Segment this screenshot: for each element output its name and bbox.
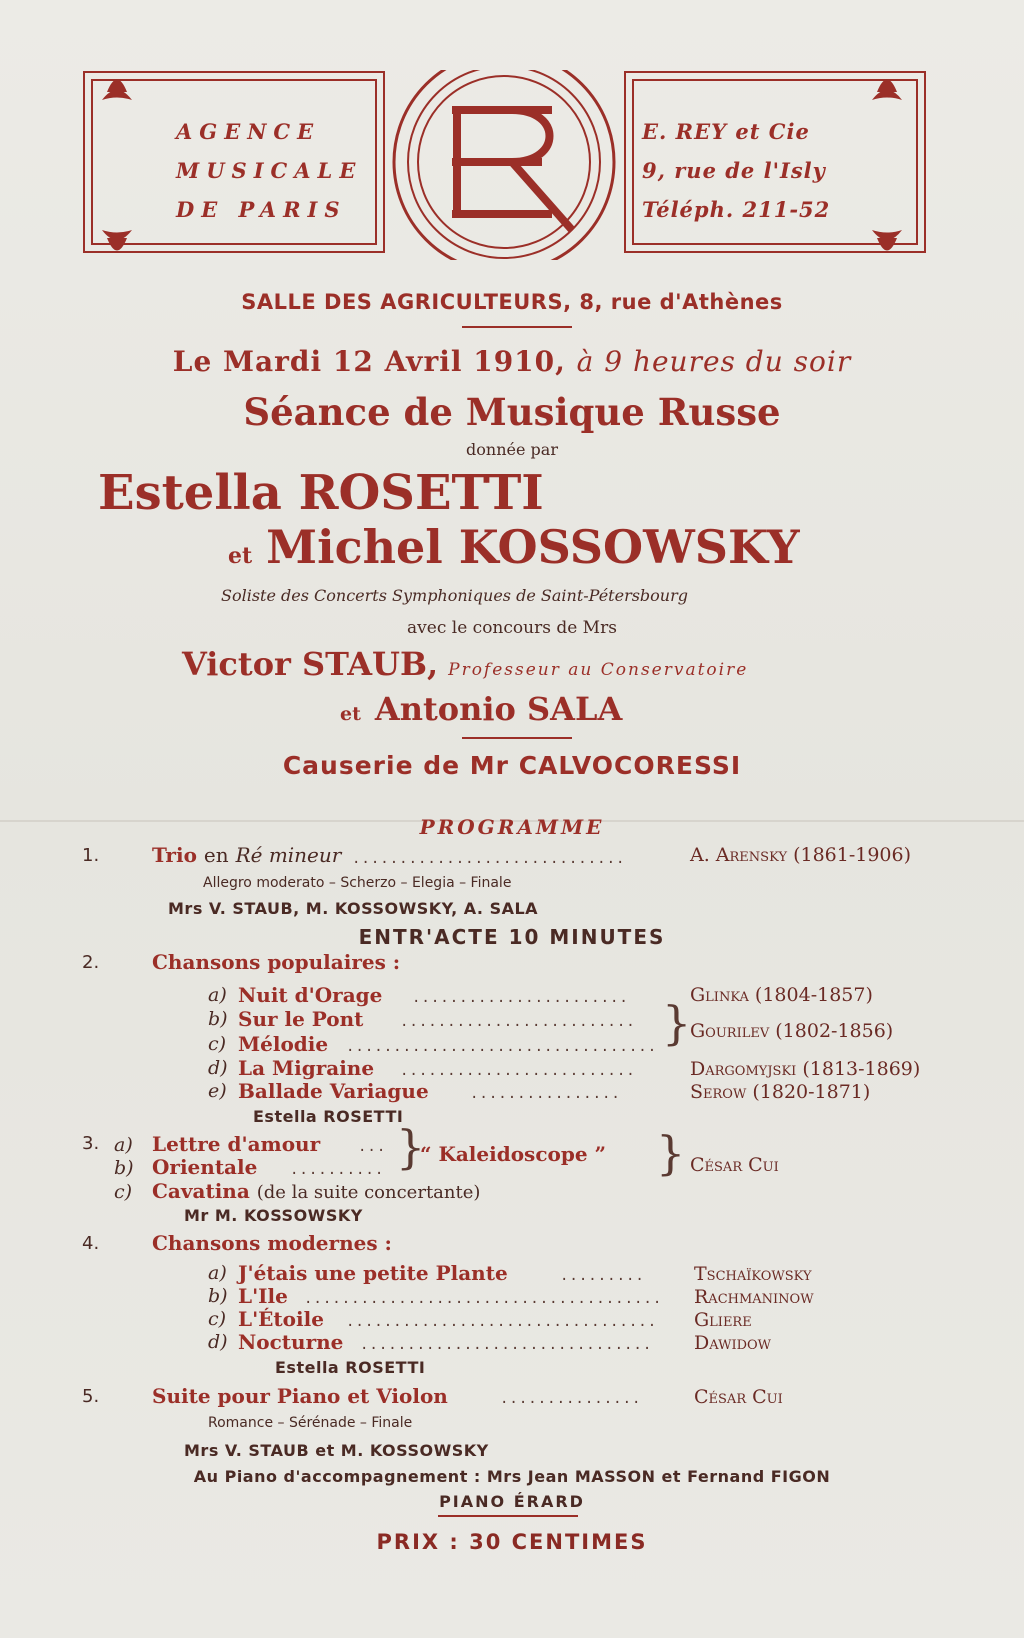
performer-sala <box>340 690 622 728</box>
composer: Serow (1820-1871) <box>690 1081 871 1103</box>
song-letter: a) <box>114 1134 133 1156</box>
intermission: ENTR'ACTE 10 MINUTES <box>358 925 666 949</box>
performer-rosetti: Estella ROSETTI <box>98 465 544 521</box>
work-title: Suite pour Piano et Violon <box>152 1384 448 1408</box>
song-letter: a) <box>208 1262 227 1284</box>
brace: } <box>662 996 692 1050</box>
movements: Allegro moderato – Scherzo – Elegia – Finale <box>203 875 512 891</box>
leader-dots: ... <box>358 1139 387 1155</box>
performers: Mr M. KOSSOWSKY <box>184 1206 363 1225</box>
song-title: Ballade Variague <box>238 1079 429 1103</box>
song-letter: c) <box>208 1033 227 1055</box>
work-title-key: Ré mineur <box>235 843 342 867</box>
composer: Gliere <box>694 1309 752 1331</box>
divider <box>438 1515 578 1517</box>
song-note: (de la suite concertante) <box>256 1182 481 1203</box>
song-title: Mélodie <box>238 1032 329 1056</box>
event-date <box>0 345 1024 378</box>
work-title-bold: Trio <box>152 843 197 867</box>
date-main: Le Mardi 12 Avril 1910, <box>172 345 566 378</box>
talk: Causerie de Mr CALVOCORESSI <box>282 751 742 780</box>
movements: Romance – Sérénade – Finale <box>208 1415 413 1431</box>
composer: Dargomyjski (1813-1869) <box>690 1058 921 1080</box>
item-number: 5. <box>82 1386 100 1407</box>
composer: Tschaïkowsky <box>694 1263 812 1285</box>
work-title: Chansons populaires : <box>152 950 401 974</box>
divider <box>462 737 572 739</box>
performers: Mrs V. STAUB et M. KOSSOWSKY <box>184 1441 489 1460</box>
leader-dots: ............................... <box>360 1337 653 1353</box>
agency-name <box>176 112 362 229</box>
song-title: Orientale <box>152 1155 258 1179</box>
song-title: Sur le Pont <box>238 1007 364 1031</box>
leader-dots: ......................... <box>400 1014 636 1030</box>
song-title: Lettre d'amour <box>152 1132 321 1156</box>
venue: SALLE DES AGRICULTEURS, 8, rue d'Athènes <box>241 290 783 314</box>
event-title: Séance de Musique Russe <box>243 390 781 434</box>
performers: Mrs V. STAUB, M. KOSSOWSKY, A. SALA <box>168 899 539 918</box>
brace: } <box>396 1120 426 1174</box>
leader-dots: ................................. <box>346 1314 658 1330</box>
composer: Gourilev (1802-1856) <box>690 1020 894 1042</box>
performer-subtitle: Soliste des Concerts Symphoniques de Saint-Pétersbourg <box>221 586 688 605</box>
et-label: et <box>340 703 361 725</box>
group-title: “ Kaleidoscope ” <box>420 1142 607 1166</box>
song-letter: c) <box>114 1181 133 1203</box>
work-title-plain: en <box>203 843 229 867</box>
song-title: Nuit d'Orage <box>238 983 383 1007</box>
song-letter: c) <box>208 1308 227 1330</box>
et-label: et <box>228 543 253 569</box>
song-title <box>152 1179 480 1203</box>
agency-line: DE PARIS <box>176 197 347 222</box>
leader-dots: ............................. <box>352 851 626 867</box>
leader-dots: ................................. <box>346 1039 658 1055</box>
leader-dots: ................ <box>470 1086 621 1102</box>
divider <box>462 326 572 328</box>
performer-staub <box>182 645 748 683</box>
song-letter: a) <box>208 984 227 1006</box>
performer-name: Victor STAUB, <box>182 645 439 683</box>
agency-line: MUSICALE <box>176 158 363 183</box>
composer: César Cui <box>690 1154 779 1176</box>
agency-address <box>642 112 830 229</box>
song-title: La Migraine <box>238 1056 375 1080</box>
given-by: donnée par <box>466 440 558 459</box>
composer: César Cui <box>694 1386 783 1408</box>
performer-name: Michel KOSSOWSKY <box>266 520 800 574</box>
performer-name: Antonio SALA <box>374 690 623 728</box>
leader-dots: ...................................... <box>304 1291 663 1307</box>
song-title: Nocturne <box>238 1330 344 1354</box>
song-letter: b) <box>114 1157 134 1179</box>
agency-line: AGENCE <box>176 119 321 144</box>
song-title: J'étais une petite Plante <box>238 1261 508 1285</box>
item-number: 1. <box>82 845 100 866</box>
performer-title: Professeur au Conservatoire <box>448 660 749 680</box>
performer-kossowsky <box>228 520 800 574</box>
performers: Estella ROSETTI <box>275 1358 426 1377</box>
song-letter: d) <box>208 1331 228 1353</box>
price: PRIX : 30 CENTIMES <box>376 1530 648 1554</box>
item-number: 3. <box>82 1133 100 1154</box>
song-letter: b) <box>208 1285 228 1307</box>
composer: A. Arensky (1861-1906) <box>690 844 912 866</box>
song-title: L'Ile <box>238 1284 288 1308</box>
work-title: Chansons modernes : <box>152 1231 392 1255</box>
song-letter: d) <box>208 1057 228 1079</box>
with-assistance: avec le concours de Mrs <box>407 618 617 638</box>
song-letter: e) <box>208 1080 227 1102</box>
composer: Dawidow <box>694 1332 772 1354</box>
leader-dots: ............... <box>500 1391 642 1407</box>
leader-dots: .......... <box>290 1162 385 1178</box>
composer: Rachmaninow <box>694 1286 814 1308</box>
address-line: E. REY et Cie <box>642 119 810 144</box>
item-number: 2. <box>82 952 100 973</box>
work-title <box>152 843 341 867</box>
brace: } <box>656 1126 686 1180</box>
leader-dots: ......................... <box>400 1063 636 1079</box>
date-time: à 9 heures du soir <box>576 345 852 378</box>
agency-header <box>82 70 927 260</box>
address-line: 9, rue de l'Isly <box>642 158 826 183</box>
piano-maker: PIANO ÉRARD <box>439 1492 585 1511</box>
accompaniment: Au Piano d'accompagnement : Mrs Jean MASSON et Fernand FIGON <box>193 1467 831 1486</box>
song-title-text: Cavatina <box>152 1179 250 1203</box>
address-line: Téléph. 211-52 <box>642 197 831 222</box>
performers: Estella ROSETTI <box>253 1107 404 1126</box>
composer: Glinka (1804-1857) <box>690 984 873 1006</box>
item-number: 4. <box>82 1233 100 1254</box>
song-title: L'Étoile <box>238 1307 324 1331</box>
leader-dots: ....................... <box>412 990 629 1006</box>
programme-heading: PROGRAMME <box>419 815 605 839</box>
leader-dots: ......... <box>560 1268 645 1284</box>
song-letter: b) <box>208 1008 228 1030</box>
